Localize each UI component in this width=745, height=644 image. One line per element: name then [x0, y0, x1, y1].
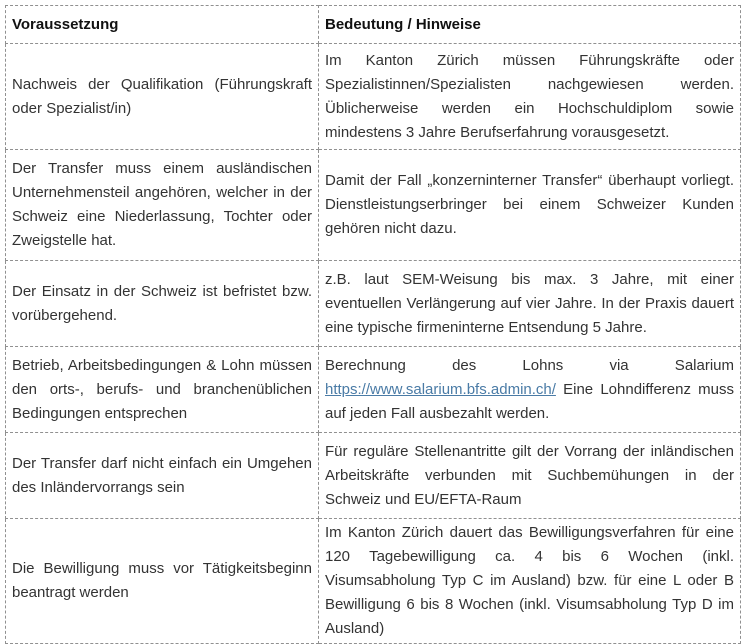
- cell-voraussetzung: Der Einsatz in der Schweiz ist befristet bzw. vorübergehend.: [6, 261, 319, 347]
- header-row: [6, 6, 741, 44]
- cell-voraussetzung: Der Transfer muss einem ausländischen Unternehmensteil angehören, welcher in der Schweiz eine Niederlassung, Tochter oder Zweigstelle hat.: [6, 150, 319, 261]
- cell-bedeutung: [319, 347, 741, 433]
- cell-bedeutung: z.B. laut SEM-Weisung bis max. 3 Jahre, mit einer eventuellen Verlängerung auf vier Jahre. In der Praxis dauert eine typische firmeninterne Entsendung 5 Jahre.: [319, 261, 741, 347]
- cell-bedeutung: Im Kanton Zürich müssen Führungskräfte oder Spezialistinnen/Spezialisten nachgewiesen werden. Üblicherweise werden ein Hochschuldiplom sowie mindestens 3 Jahre Berufserfahrung vorausgesetzt.: [319, 44, 741, 150]
- table-row: [6, 150, 741, 261]
- cell-bedeutung: Im Kanton Zürich dauert das Bewilligungsverfahren für eine 120 Tagebewilligung ca. 4 bis 6 Wochen (inkl. Visumsabholung Typ C im Ausland) bzw. für eine L oder B Bewilligung 6 bis 8 Wochen (inkl. Visumsabholung Typ D im Ausland): [319, 519, 741, 644]
- table-row: [6, 433, 741, 519]
- bedeutung-text-before: Berechnung des Lohns via Salarium: [325, 356, 734, 374]
- header-bedeutung-hinweise: Bedeutung / Hinweise: [319, 6, 741, 44]
- header-voraussetzung: Voraussetzung: [6, 6, 319, 44]
- requirements-table: [5, 5, 741, 644]
- cell-voraussetzung: Der Transfer darf nicht einfach ein Umgehen des Inländervorrangs sein: [6, 433, 319, 519]
- table-row: [6, 44, 741, 150]
- cell-bedeutung: Für reguläre Stellenantritte gilt der Vorrang der inländischen Arbeitskräfte verbunden mit Suchbemühungen in der Schweiz und EU/EFTA-Raum: [319, 433, 741, 519]
- cell-voraussetzung: Betrieb, Arbeitsbedingungen & Lohn müssen den orts-, berufs- und branchenüblichen Bedingungen entsprechen: [6, 347, 319, 433]
- table-row: [6, 347, 741, 433]
- table-row: [6, 261, 741, 347]
- bedeutung-text-after: Eine Lohndifferenz muss auf jeden Fall ausbezahlt werden.: [325, 380, 734, 422]
- table-row: [6, 519, 741, 644]
- cell-bedeutung: Damit der Fall „konzerninterner Transfer“ überhaupt vorliegt. Dienstleistungserbringer bei einem Schweizer Kunden gehören nicht dazu.: [319, 150, 741, 261]
- cell-voraussetzung: Nachweis der Qualifikation (Führungskraft oder Spezialist/in): [6, 44, 319, 150]
- cell-voraussetzung: Die Bewilligung muss vor Tätigkeitsbeginn beantragt werden: [6, 519, 319, 644]
- salarium-link[interactable]: https://www.salarium.bfs.admin.ch/: [325, 380, 556, 398]
